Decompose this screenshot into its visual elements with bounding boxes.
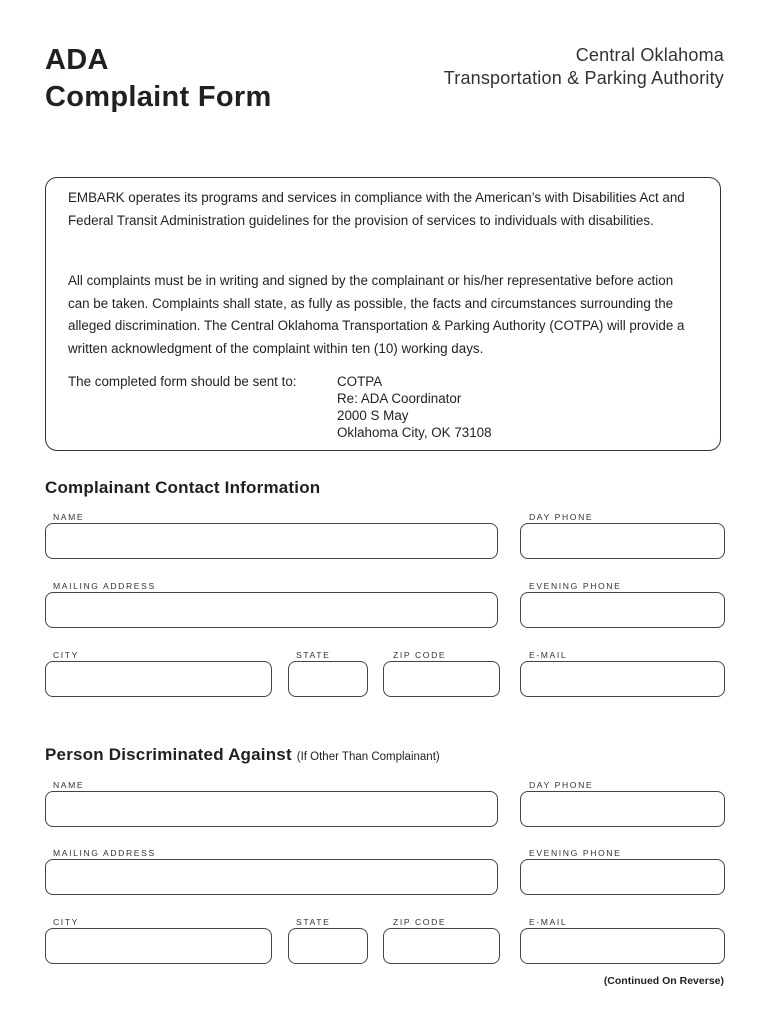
complainant-section-title: Complainant Contact Information <box>45 478 321 497</box>
person-name-label: NAME <box>53 780 85 790</box>
title-line-1: ADA <box>45 44 109 76</box>
complainant-evening-phone-input[interactable] <box>520 592 725 628</box>
organization-name <box>444 44 724 90</box>
complainant-mailing-address-input[interactable] <box>45 592 498 628</box>
person-evening-phone-label: EVENING PHONE <box>529 848 622 858</box>
address-line: COTPA <box>337 374 383 389</box>
person-day-phone-input[interactable] <box>520 791 725 827</box>
info-paragraph-2: All complaints must be in writing and signed by the complainant or his/her representative before action can be taken. Complaints shall state, as fully as possible, the facts and circumstances surrounding the alleged discrimination. The Central Oklahoma Transportation & Parking Authority (COTPA) will provide a written acknowledgment of the complaint within ten (10) working days. <box>68 273 685 356</box>
complainant-state-label: STATE <box>296 650 331 660</box>
complainant-day-phone-input[interactable] <box>520 523 725 559</box>
complainant-city-input[interactable] <box>45 661 272 697</box>
complainant-name-input[interactable] <box>45 523 498 559</box>
person-state-input[interactable] <box>288 928 368 964</box>
person-state-label: STATE <box>296 917 331 927</box>
person-evening-phone-input[interactable] <box>520 859 725 895</box>
person-city-input[interactable] <box>45 928 272 964</box>
person-mailing-address-input[interactable] <box>45 859 498 895</box>
person-mailing-address-label: MAILING ADDRESS <box>53 848 156 858</box>
complainant-city-label: CITY <box>53 650 79 660</box>
person-section-title-text: Person Discriminated Against <box>45 745 292 764</box>
complainant-email-input[interactable] <box>520 661 725 697</box>
complainant-name-label: NAME <box>53 512 85 522</box>
person-zip-label: ZIP CODE <box>393 917 447 927</box>
mailing-address-block <box>337 373 492 441</box>
complainant-zip-input[interactable] <box>383 661 500 697</box>
person-section-subtitle: (If Other Than Complainant) <box>296 751 440 763</box>
complainant-evening-phone-label: EVENING PHONE <box>529 581 622 591</box>
complainant-day-phone-label: DAY PHONE <box>529 512 594 522</box>
person-city-label: CITY <box>53 917 79 927</box>
address-line: Re: ADA Coordinator <box>337 391 462 406</box>
org-line-2: Transportation & Parking Authority <box>443 68 724 88</box>
person-section-title <box>45 745 440 765</box>
person-zip-input[interactable] <box>383 928 500 964</box>
person-day-phone-label: DAY PHONE <box>529 780 594 790</box>
page-title <box>45 42 272 116</box>
complainant-email-label: E-MAIL <box>529 650 568 660</box>
send-to-label: The completed form should be sent to: <box>68 374 297 389</box>
complainant-mailing-address-label: MAILING ADDRESS <box>53 581 156 591</box>
title-line-2: Complaint Form <box>45 81 272 113</box>
person-name-input[interactable] <box>45 791 498 827</box>
address-line: Oklahoma City, OK 73108 <box>337 425 492 440</box>
complainant-state-input[interactable] <box>288 661 368 697</box>
info-paragraph-1: EMBARK operates its programs and services in compliance with the American’s with Disabilities Act and Federal Transit Administration guidelines for the provision of services to individuals with disabilities. <box>68 190 685 228</box>
continued-note: (Continued On Reverse) <box>603 975 724 987</box>
org-line-1: Central Oklahoma <box>575 45 724 65</box>
person-email-input[interactable] <box>520 928 725 964</box>
person-email-label: E-MAIL <box>529 917 568 927</box>
complainant-zip-label: ZIP CODE <box>393 650 447 660</box>
address-line: 2000 S May <box>337 408 409 423</box>
